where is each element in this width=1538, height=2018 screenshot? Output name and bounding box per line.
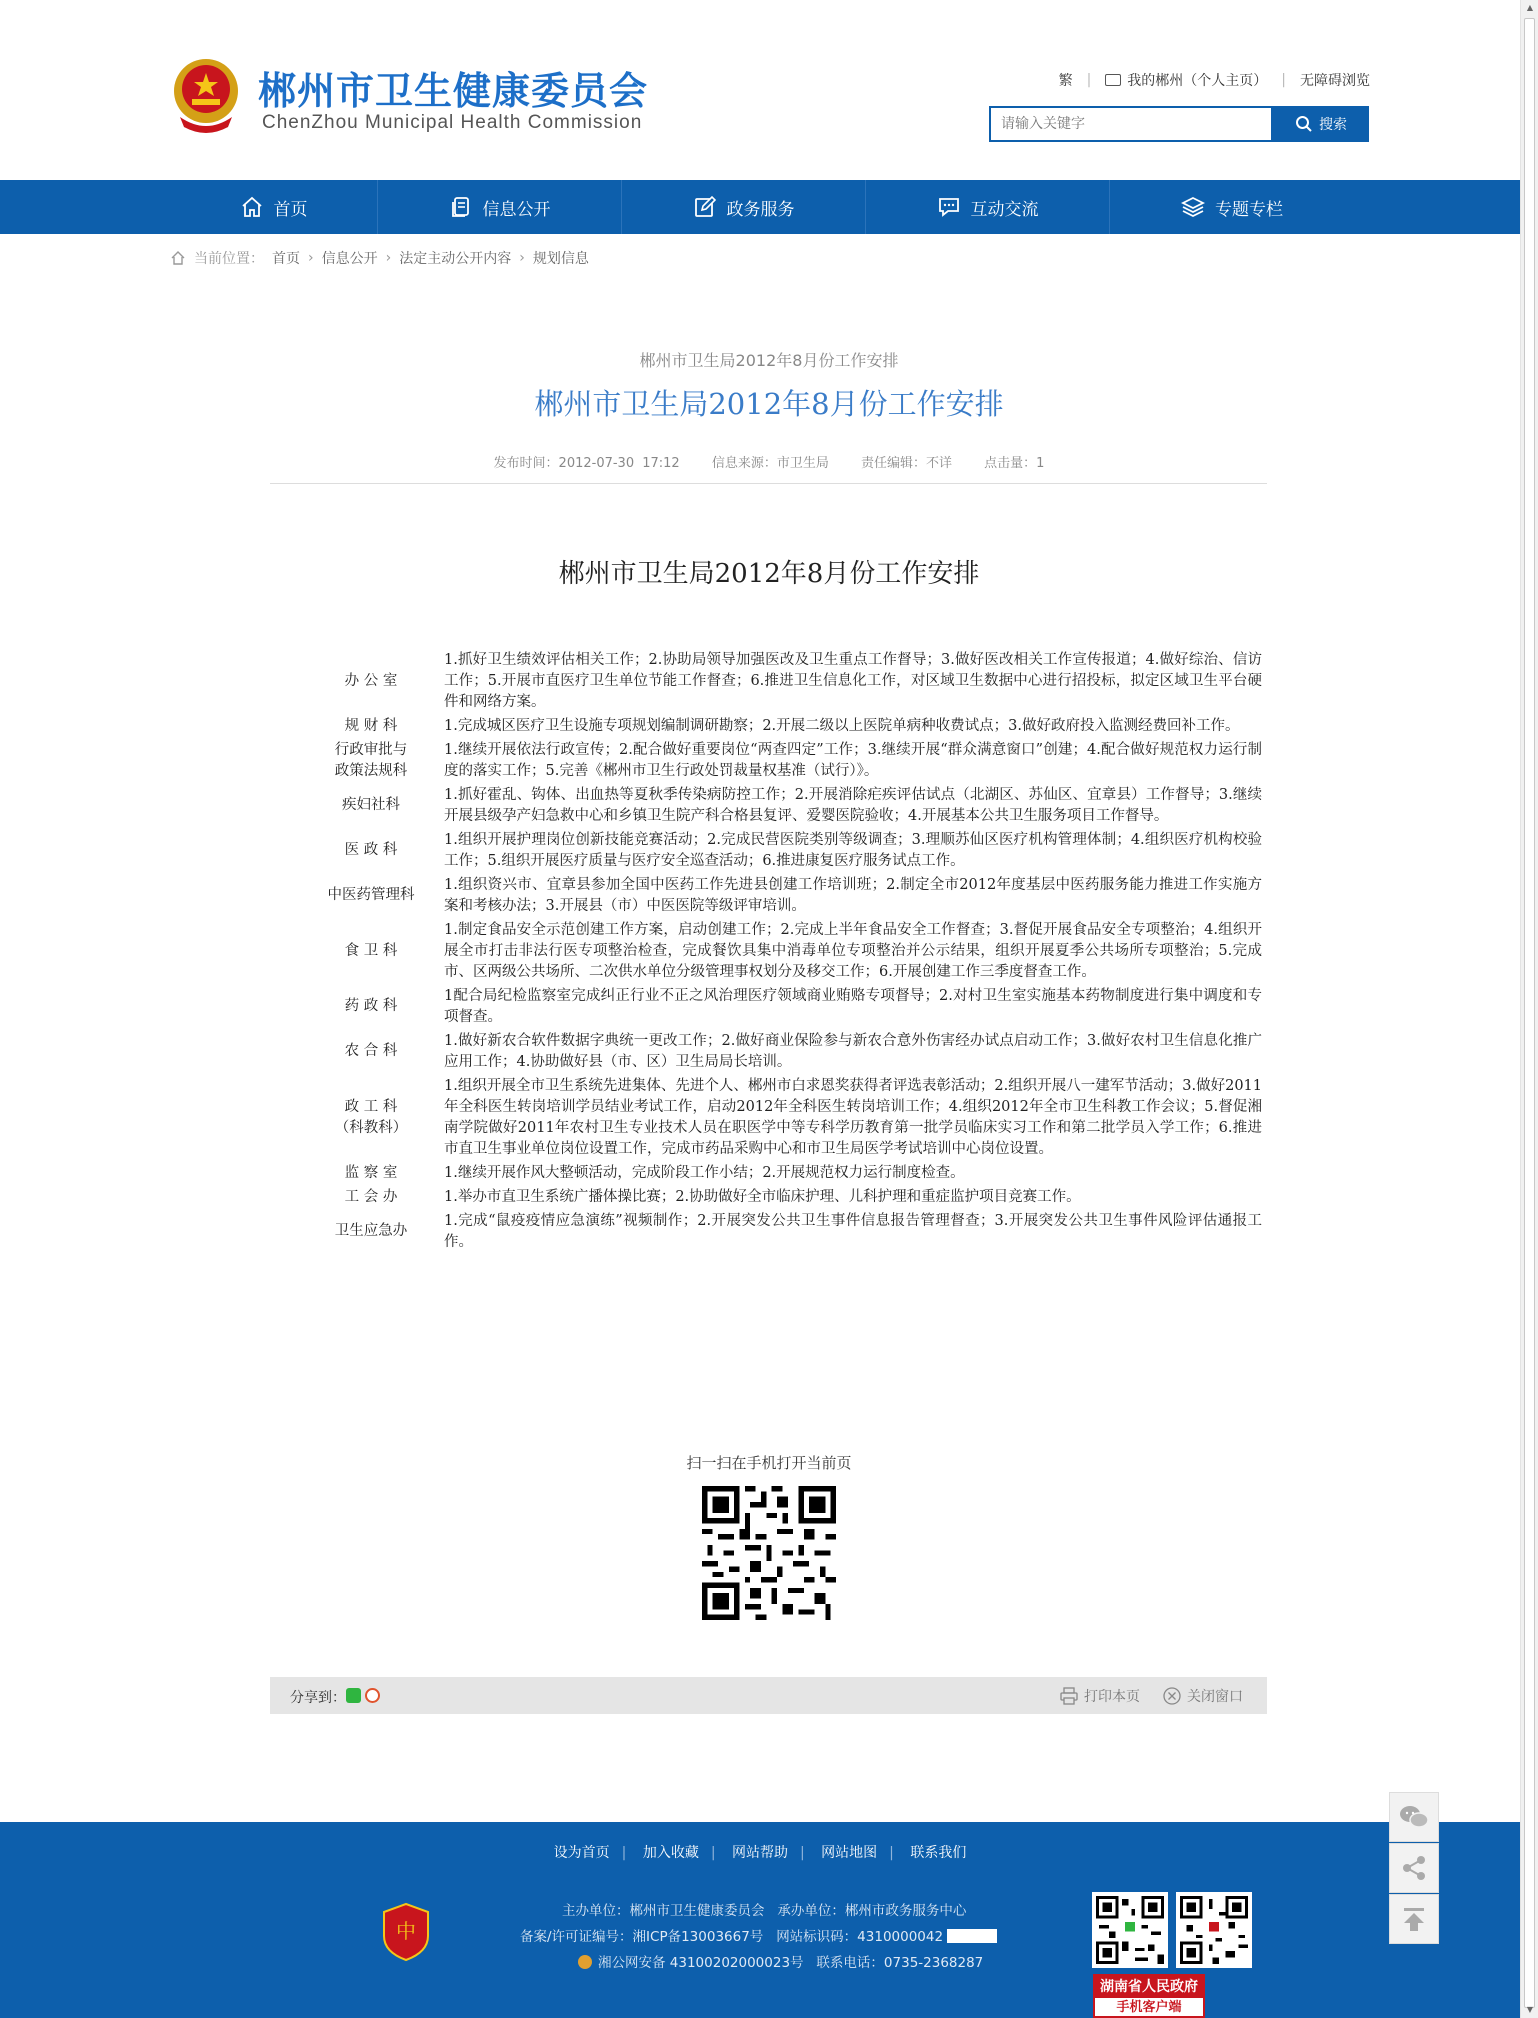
hunan-gov-label: 湖南省人民政府 — [1095, 1976, 1203, 1998]
nav-item-gov-service[interactable] — [622, 180, 866, 234]
department-name: 食 卫 科 — [344, 942, 398, 959]
department-tasks: 1.抓好卫生绩效评估相关工作；2.协助局领导加强医改及卫生重点工作督导；3.做好医改相关工作宣传报道；4.做好综治、信访工作；5.开展市直医疗卫生单位节能工作督查；6.推进卫生信息化工作，对区域卫生数据中心进行招投标，拟定区域卫生平台硬件和网络方案。 — [444, 651, 1262, 710]
department-name: 卫生应急办 — [334, 1223, 408, 1239]
search-input[interactable] — [989, 106, 1273, 142]
department-tasks: 1.完成“鼠疫疫情应急演练”视频制作；2.开展突发公共卫生事件信息报告管理督查；3.开展突发公共卫生事件风险评估通报工作。 — [444, 1212, 1262, 1250]
monitor-icon — [1105, 74, 1121, 86]
hunan-gov-app-badge[interactable] — [1093, 1974, 1205, 2018]
table-row — [298, 918, 1262, 984]
table-row — [298, 828, 1262, 873]
click-count: 点击量：1 — [984, 456, 1045, 471]
print-button[interactable] — [1060, 1686, 1140, 1706]
table-row — [298, 1209, 1262, 1254]
chevron-right-icon: › — [308, 250, 314, 266]
footer-line — [520, 1950, 997, 1976]
close-icon — [1163, 1687, 1181, 1705]
party-gov-badge-icon[interactable] — [380, 1902, 432, 1962]
printer-icon — [1060, 1687, 1078, 1705]
share-label: 分享到： — [290, 1690, 346, 1706]
nav-item-label: 信息公开 — [482, 199, 551, 220]
search-icon — [1295, 115, 1313, 133]
breadcrumb-item-info-public[interactable]: 信息公开 — [321, 251, 378, 267]
breadcrumb — [170, 248, 589, 268]
table-row — [298, 714, 1262, 738]
scroll-up-icon[interactable]: ▲ — [1526, 3, 1534, 12]
police-icon — [578, 1955, 592, 1969]
department-name: 医 政 科 — [344, 842, 398, 858]
department-tasks: 1.继续开展依法行政宣传；2.配合做好重要岗位“两查四定”工作；3.继续开展“群众满意窗口”创建；4.配合做好规范权力运行制度的落实工作；5.完善《郴州市卫生行政处罚裁量权基准（试行）》。 — [444, 741, 1262, 779]
article-title: 郴州市卫生局2012年8月份工作安排 — [534, 387, 1004, 421]
share-float-button[interactable] — [1389, 1843, 1439, 1893]
separator: | — [1281, 72, 1286, 88]
print-label: 打印本页 — [1084, 1689, 1140, 1705]
close-window-button[interactable] — [1163, 1686, 1243, 1706]
table-row — [298, 1161, 1262, 1185]
department-tasks: 1.组织资兴市、宜章县参加全国中医药工作先进县创建工作培训班；2.制定全市2012年度基层中医药服务能力推进工作实施方案和考核办法；3.开展县（市）中医医院等级评审培训。 — [444, 876, 1262, 914]
search-button-label: 搜索 — [1319, 117, 1347, 133]
department-name: 规 财 科 — [344, 717, 398, 734]
qr-code-icon — [702, 1486, 836, 1620]
host-unit: 主办单位：郴州市卫生健康委员会 — [562, 1903, 765, 1919]
nav-item-label: 政务服务 — [726, 199, 795, 220]
table-row — [298, 648, 1262, 714]
my-chenzhou-link[interactable] — [1105, 70, 1267, 90]
table-row — [298, 1074, 1262, 1161]
separator: | — [1086, 72, 1092, 88]
svg-text:中: 中 — [396, 1919, 416, 1943]
article-subtitle: 郴州市卫生局2012年8月份工作安排 — [639, 351, 899, 370]
breadcrumb-prefix: 当前位置： — [194, 251, 264, 267]
department-name: 中医药管理科 — [327, 887, 415, 903]
department-name: 农 合 科 — [344, 1043, 398, 1059]
qr-label: 扫一扫在手机打开当前页 — [686, 1454, 852, 1472]
breadcrumb-item-home[interactable]: 首页 — [272, 251, 300, 267]
site-logo-title[interactable]: 郴州市卫生健康委员会 — [258, 69, 649, 113]
breadcrumb-item-planning[interactable]: 规划信息 — [532, 251, 589, 267]
undertake-unit: 承办单位：郴州市政务服务中心 — [777, 1903, 967, 1919]
footer-link-favorite[interactable]: 加入收藏 — [642, 1845, 699, 1861]
article-meta — [0, 452, 1538, 471]
divider — [270, 483, 1267, 484]
weibo-icon[interactable] — [365, 1688, 380, 1703]
nav-item-interaction[interactable] — [866, 180, 1110, 234]
mobile-client-label: 手机客户端 — [1116, 2000, 1182, 2015]
qr-code-icon — [1176, 1892, 1252, 1968]
info-source: 信息来源：市卫生局 — [711, 456, 829, 471]
department-tasks: 1.组织开展全市卫生系统先进集体、先进个人、郴州市白求恩奖获得者评选表彰活动；2.组织开展八一建军节活动；3.做好2011年全科医生转岗培训学员结业考试工作，启动2012年全科医生转岗培训工作；4.组织2012年全市卫生科教工作会议；5.督促湘南学院做好2011年农村卫生专业技术人员在职医学中等专科学历教育第一批学员临床实习工作和第二批学员入学工作；6.推进市直卫生事业单位岗位设置工作，完成市药品采购中心和市卫生局医学考试培训中心岗位设置。 — [444, 1077, 1262, 1157]
main-nav — [0, 180, 1520, 234]
separator: | — [621, 1845, 627, 1861]
document-icon — [449, 195, 473, 219]
wechat-icon — [1399, 1804, 1429, 1830]
footer-link-sitemap[interactable]: 网站地图 — [821, 1845, 878, 1861]
table-row — [298, 783, 1262, 828]
home-icon — [170, 250, 186, 266]
share-icons — [346, 1688, 380, 1703]
contact-phone: 联系电话：0735-2368287 — [816, 1955, 984, 1971]
department-name: 监 察 室 — [344, 1164, 398, 1181]
vertical-scrollbar[interactable] — [1520, 0, 1538, 2018]
site-header — [0, 0, 1520, 180]
share-icon — [1400, 1854, 1428, 1882]
chat-icon — [937, 195, 961, 219]
cnzz-badge-icon[interactable] — [947, 1929, 997, 1943]
separator: | — [710, 1845, 716, 1861]
department-tasks: 1.抓好霍乱、钩体、出血热等夏秋季传染病防控工作；2.开展消除疟疾评估试点（北湖区、苏仙区、宜章县）工作督导；3.继续开展县级孕产妇急救中心和乡镇卫生院产科合格县复评、爱婴医院验收；4.开展基本公共卫生服务项目工作督导。 — [444, 786, 1262, 824]
wechat-icon[interactable] — [346, 1688, 361, 1703]
department-tasks: 1.制定食品安全示范创建工作方案，启动创建工作；2.完成上半年食品安全工作督查；3.督促开展食品安全专项整治；4.组织开展全市打击非法行医专项整治检查，完成餐饮具集中消毒单位专项整治并公示结果，组织开展夏季公共场所专项整治；5.完成市、区两级公共场所、二次供水单位分级管理事权划分及移交工作；6.开展创建工作三季度督查工作。 — [444, 921, 1262, 980]
nav-item-label: 首页 — [273, 199, 308, 220]
department-tasks: 1.做好新农合软件数据字典统一更改工作；2.做好商业保险参与新农合意外伤害经办试点启动工作；3.做好农村卫生信息化推广应用工作；4.协助做好县（市、区）卫生局局长培训。 — [444, 1032, 1262, 1070]
top-links — [1059, 70, 1370, 90]
table-row — [298, 984, 1262, 1029]
table-row — [298, 1185, 1262, 1209]
table-row — [298, 1029, 1262, 1074]
national-emblem-icon — [170, 55, 242, 135]
table-row — [298, 873, 1262, 918]
nav-item-special[interactable] — [1110, 180, 1354, 234]
document-title: 郴州市卫生局2012年8月份工作安排 — [558, 559, 980, 589]
chevron-right-icon: › — [519, 250, 525, 266]
footer-link-set-homepage[interactable]: 设为首页 — [553, 1845, 610, 1861]
site-footer — [0, 1822, 1520, 2018]
my-chenzhou-label: 我的郴州（个人主页） — [1127, 73, 1268, 89]
back-to-top-button[interactable] — [1389, 1894, 1439, 1944]
scrollbar-thumb[interactable] — [1524, 18, 1535, 2008]
accessibility-link[interactable]: 无障碍浏览 — [1300, 73, 1370, 89]
department-tasks: 1.完成城区医疗卫生设施专项规划编制调研勘察；2.开展二级以上医院单病种收费试点；3.做好政府投入监测经费回补工作。 — [444, 717, 1240, 734]
department-tasks: 1.举办市直卫生系统广播体操比赛；2.协助做好全市临床护理、儿科护理和重症监护项目竞赛工作。 — [444, 1188, 1081, 1205]
nav-item-info-public[interactable] — [378, 180, 622, 234]
traditional-chinese-link[interactable]: 繁 — [1058, 73, 1073, 89]
department-tasks: 1.组织开展护理岗位创新技能竞赛活动；2.完成民营医院类别等级调查；3.理顺苏仙区医疗机构管理体制；4.组织医疗机构校验工作；5.组织开展医疗质量与医疗安全巡查活动；6.推进康复医疗服务试点工作。 — [444, 831, 1262, 869]
department-name: 政 工 科 （科教科） — [334, 1098, 408, 1136]
footer-info — [520, 1898, 997, 1976]
wechat-float-button[interactable] — [1389, 1792, 1439, 1842]
footer-link-help[interactable]: 网站帮助 — [732, 1845, 788, 1861]
footer-links — [0, 1842, 1520, 1862]
department-name: 工 会 办 — [344, 1188, 398, 1205]
department-name: 药 政 科 — [344, 998, 398, 1014]
chevron-right-icon: › — [385, 250, 392, 266]
back-to-top-icon — [1400, 1905, 1428, 1933]
department-name: 疾妇社科 — [342, 797, 400, 813]
nav-item-home[interactable] — [170, 180, 378, 234]
separator: | — [800, 1845, 805, 1861]
publish-time: 发布时间：2012-07-30 17:12 — [493, 456, 680, 471]
department-name: 办 公 室 — [344, 672, 398, 689]
footer-line — [520, 1898, 997, 1924]
share-bar — [270, 1677, 1267, 1714]
footer-line — [520, 1924, 997, 1950]
nav-item-label: 专题专栏 — [1215, 199, 1283, 220]
nav-item-label: 互动交流 — [970, 199, 1039, 220]
footer-link-contact[interactable]: 联系我们 — [910, 1845, 967, 1861]
editor: 责任编辑：不详 — [861, 456, 953, 471]
icp-link[interactable]: 备案/许可证编号：湘ICP备13003667号 — [520, 1929, 764, 1945]
breadcrumb-item-legal[interactable]: 法定主动公开内容 — [399, 251, 512, 267]
close-label: 关闭窗口 — [1187, 1689, 1243, 1705]
department-tasks: 1.继续开展作风大整顿活动，完成阶段工作小结；2.开展规范权力运行制度检查。 — [444, 1164, 965, 1181]
department-tasks: 1配合局纪检监察室完成纠正行业不正之风治理医疗领域商业贿赂专项督导；2.对村卫生室实施基本药物制度进行集中调度和专项督查。 — [444, 987, 1262, 1025]
department-name: 行政审批与 政策法规科 — [334, 741, 408, 779]
site-code: 网站标识码：4310000042 — [776, 1929, 944, 1945]
edit-icon — [693, 195, 717, 219]
qr-code-icon — [1092, 1892, 1168, 1968]
police-record[interactable]: 湘公网安备 43100202000023号 — [598, 1955, 804, 1971]
search-button[interactable] — [1273, 106, 1369, 142]
site-logo-subtitle: ChenZhou Municipal Health Commission — [262, 112, 643, 133]
table-row — [298, 738, 1262, 783]
separator: | — [889, 1845, 894, 1861]
scroll-down-icon[interactable]: ▼ — [1526, 2005, 1534, 2014]
work-plan-table — [298, 648, 1262, 1254]
layers-icon — [1181, 195, 1205, 219]
home-icon — [240, 195, 264, 219]
